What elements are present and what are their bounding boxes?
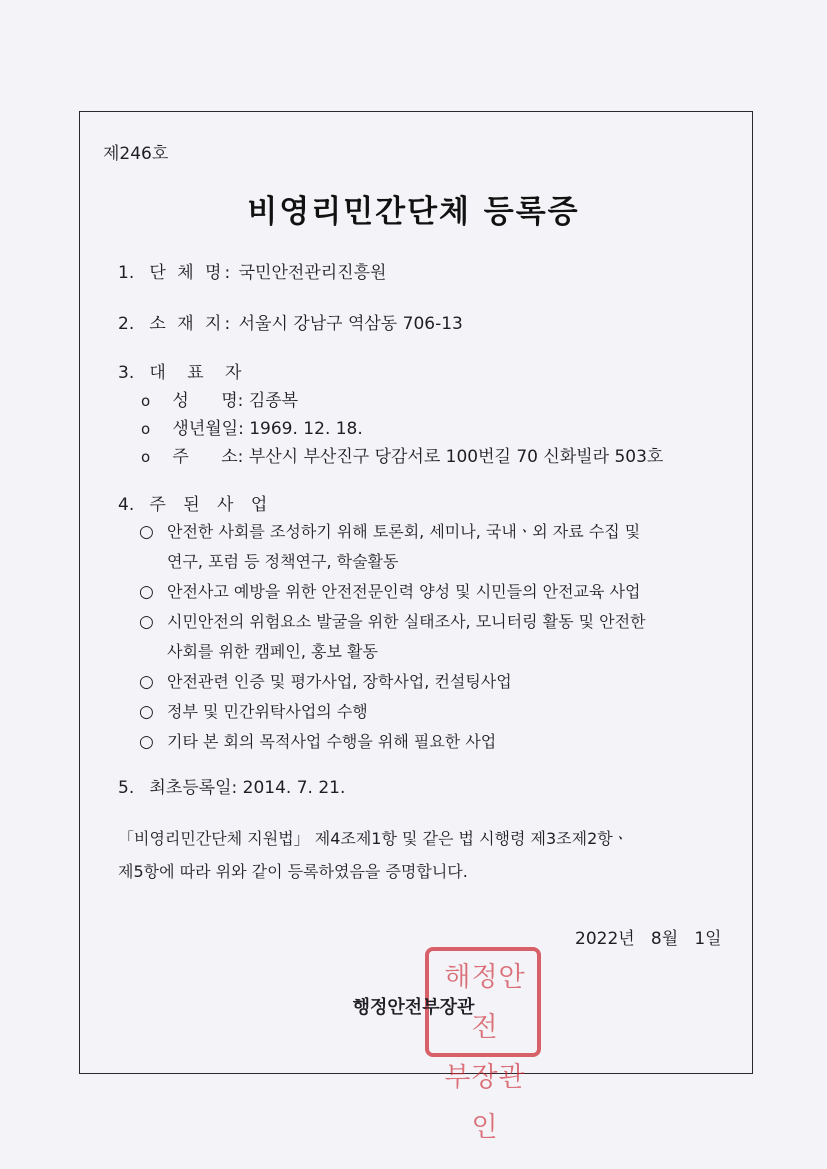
item-label: 최초등록일:	[149, 778, 238, 798]
item-number: 5.	[118, 778, 135, 798]
business-item	[139, 727, 751, 757]
bullet-mark: o	[141, 420, 151, 438]
rep-name-value: 김종복	[248, 391, 299, 411]
rep-birth-value: 1969. 12. 18.	[249, 419, 363, 439]
circle-bullet-icon: ○	[139, 522, 154, 542]
rep-birth-row	[141, 414, 363, 439]
certificate-title: 비영리민간단체 등록증	[247, 194, 580, 230]
legal-line: 제5항에 따라 위와 같이 등록하였음을 증명합니다.	[118, 862, 468, 881]
rep-name-label: 성 명:	[172, 391, 244, 411]
item-org-name	[118, 258, 386, 283]
circle-bullet-icon: ○	[139, 612, 154, 632]
seal-lettering: 해정안전 부장관인	[444, 962, 526, 1143]
item-number: 4.	[118, 495, 135, 515]
first-registration-value: 2014. 7. 21.	[242, 778, 346, 798]
item-representative	[118, 358, 249, 383]
rep-address-value: 부산시 부산진구 당감서로 100번길 70 신화빌라 503호	[248, 447, 664, 467]
circle-bullet-icon: ○	[139, 702, 154, 722]
address-value: 서울시 강남구 역삼동 706-13	[238, 314, 463, 334]
rep-address-label: 주 소:	[172, 447, 244, 467]
business-text-continued: 연구, 포럼 등 정책연구, 학술활동	[167, 552, 399, 571]
item-label: 소 재 지:	[149, 314, 234, 334]
item-address	[118, 309, 463, 334]
business-text: 안전사고 예방을 위한 안전전문인력 양성 및 시민들의 안전교육 사업	[167, 582, 641, 601]
business-item	[139, 517, 751, 577]
circle-bullet-icon: ○	[139, 672, 154, 692]
business-item	[139, 697, 751, 727]
rep-address-row	[141, 442, 663, 467]
business-item	[139, 607, 751, 667]
business-list	[139, 517, 751, 757]
business-text: 정부 및 민간위탁사업의 수행	[167, 702, 368, 721]
item-number: 1.	[118, 263, 135, 283]
bullet-mark: o	[141, 392, 151, 410]
circle-bullet-icon: ○	[139, 732, 154, 752]
item-business	[118, 490, 273, 515]
item-number: 2.	[118, 314, 135, 334]
business-item	[139, 577, 751, 607]
issue-date: 2022년 8월 1일	[575, 929, 722, 949]
org-name-value: 국민안전관리진흥원	[238, 263, 387, 283]
rep-name-row	[141, 386, 298, 411]
item-label: 단 체 명:	[149, 263, 234, 283]
business-text: 안전관련 인증 및 평가사업, 장학사업, 컨설팅사업	[167, 672, 512, 691]
legal-line: 「비영리민간단체 지원법」 제4조제1항 및 같은 법 시행령 제3조제2항ㆍ	[118, 829, 629, 848]
issuer-name: 행정안전부장관	[352, 997, 475, 1018]
bullet-mark: o	[141, 448, 151, 466]
circle-bullet-icon: ○	[139, 582, 154, 602]
business-text: 시민안전의 위험요소 발굴을 위한 실태조사, 모니터링 활동 및 안전한	[167, 612, 646, 631]
item-label: 주 된 사 업	[149, 495, 274, 515]
business-text: 기타 본 회의 목적사업 수행을 위해 필요한 사업	[167, 732, 497, 751]
rep-birth-label: 생년월일:	[172, 419, 244, 439]
business-text: 안전한 사회를 조성하기 위해 토론회, 세미나, 국내ㆍ외 자료 수집 및	[167, 522, 641, 541]
item-label: 대 표 자	[149, 363, 250, 383]
business-item	[139, 667, 751, 697]
item-first-registration	[118, 773, 345, 798]
legal-statement	[118, 822, 628, 888]
item-number: 3.	[118, 363, 135, 383]
certificate-number: 제246호	[103, 144, 169, 164]
business-text-continued: 사회를 위한 캠페인, 홍보 활동	[167, 642, 378, 661]
